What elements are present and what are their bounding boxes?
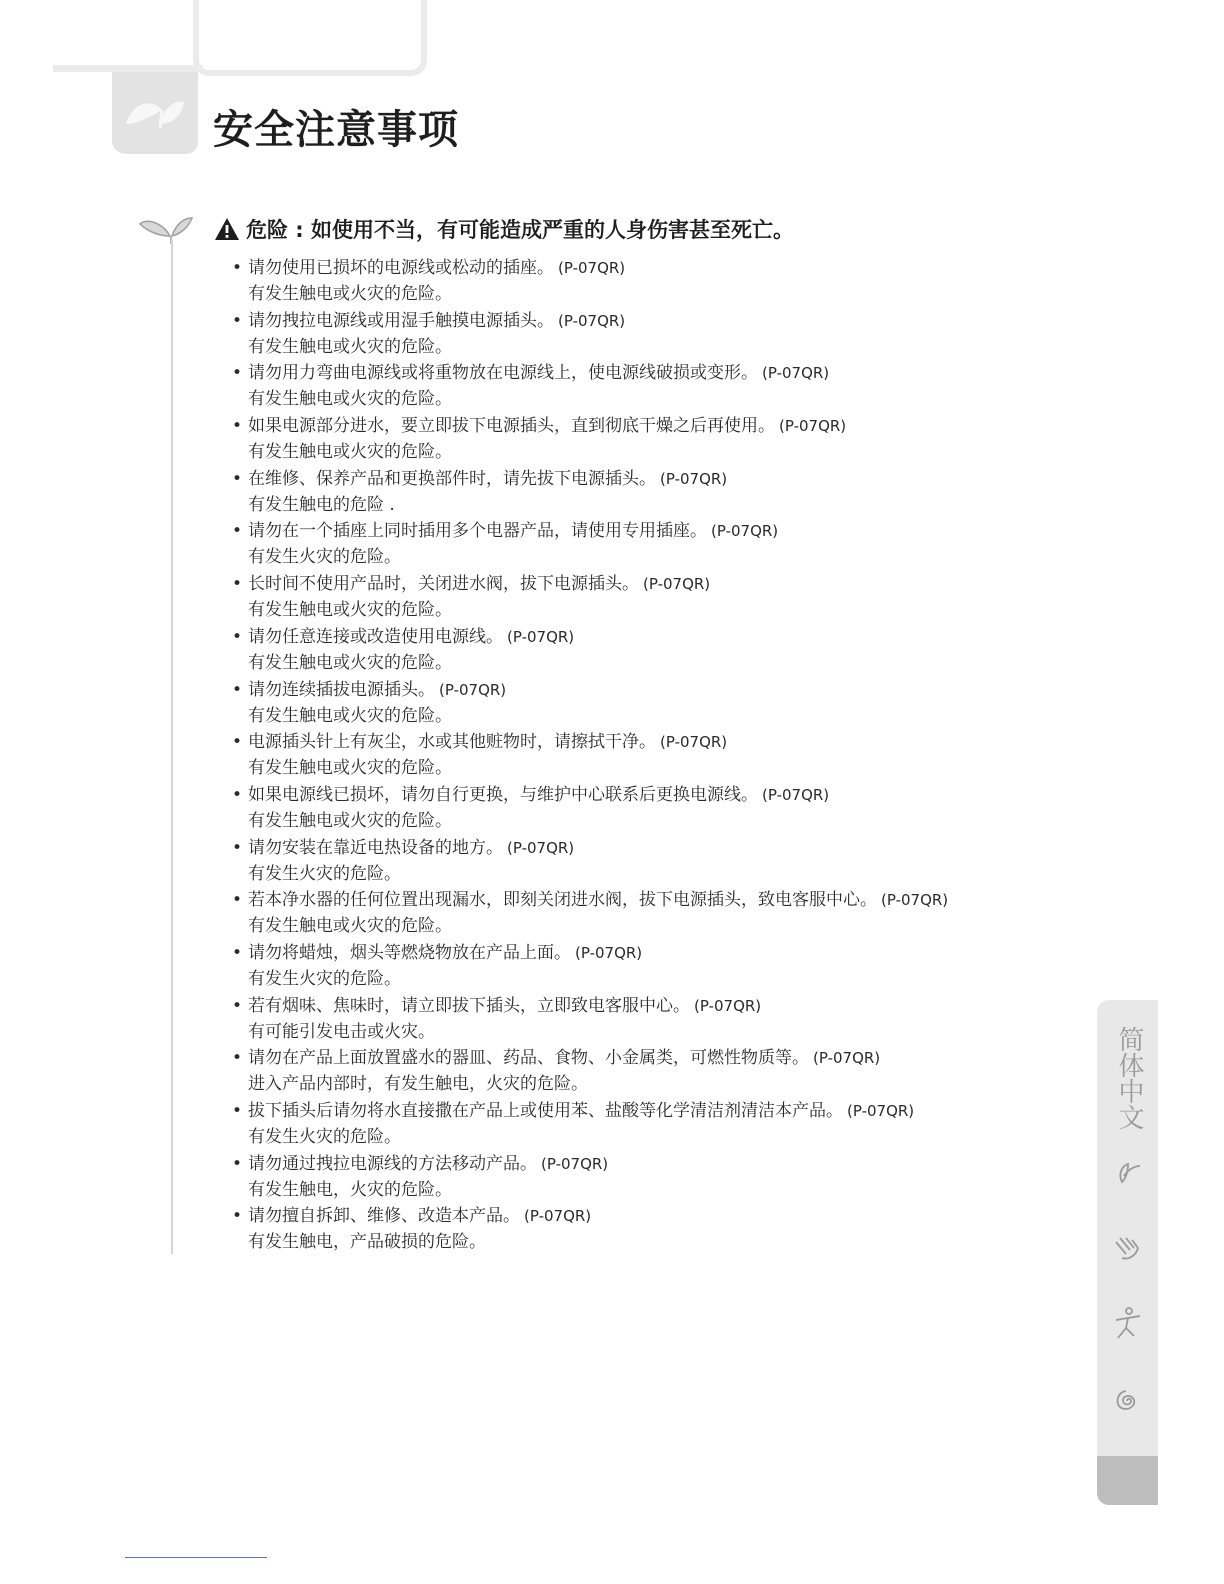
item-text: 请勿安装在靠近电热设备的地方。 [248, 837, 503, 858]
item-code: (P-07QR) [575, 943, 643, 962]
language-label: 简体中文 [1114, 1026, 1144, 1130]
item-text: 请勿任意连接或改造使用电源线。 [248, 626, 503, 647]
item-code: (P-07QR) [813, 1049, 881, 1068]
list-item [232, 993, 948, 1046]
item-text: 请勿用力弯曲电源线或将重物放在电源线上，使电源线破损或变形。 [248, 363, 758, 384]
list-item [232, 677, 948, 730]
title-icon-box [112, 72, 198, 154]
item-code: (P-07QR) [439, 680, 507, 699]
figure-icon [1112, 1306, 1142, 1340]
leaf-icon [122, 94, 188, 134]
list-item [232, 1151, 948, 1204]
item-consequence: 有发生触电或火灾的危险。 [248, 336, 452, 357]
item-code: (P-07QR) [558, 259, 626, 277]
list-item [232, 308, 948, 361]
warning-icon [214, 217, 240, 241]
item-consequence: 有发生触电或火灾的危险。 [248, 442, 452, 463]
item-code: (P-07QR) [660, 469, 728, 488]
list-item [232, 1203, 948, 1256]
list-item [232, 518, 948, 571]
list-item [232, 835, 948, 888]
list-item [232, 466, 948, 519]
item-consequence: 有发生火灾的危险。 [248, 547, 401, 568]
danger-list [232, 255, 948, 1256]
item-text: 如果电源线已损坏，请勿自行更换，与维护中心联系后更换电源线。 [248, 784, 758, 805]
item-code: (P-07QR) [541, 1154, 609, 1173]
item-text: 若本净水器的任何位置出现漏水，即刻关闭进水阀，拔下电源插头，致电客服中心。 [248, 890, 877, 911]
item-text: 请勿使用已损坏的电源线或松动的插座。 [248, 258, 554, 278]
page-title: 安全注意事项 [213, 107, 459, 153]
list-item [232, 413, 948, 466]
top-decor-line [53, 65, 203, 72]
item-consequence: 有发生触电或火灾的危险。 [248, 284, 452, 304]
item-text: 电源插头针上有灰尘，水或其他赃物时，请擦拭干净。 [248, 732, 656, 753]
list-item [232, 624, 948, 677]
item-consequence: 有发生触电或火灾的危险。 [248, 705, 452, 726]
item-code: (P-07QR) [524, 1207, 592, 1226]
danger-heading-text: 危险 : 如使用不当，有可能造成严重的人身伤害甚至死亡。 [246, 218, 795, 242]
item-code: (P-07QR) [762, 364, 830, 383]
item-code: (P-07QR) [847, 1102, 915, 1120]
item-consequence: 进入产品内部时，有发生触电，火灾的危险。 [248, 1074, 588, 1095]
list-item [232, 1098, 948, 1151]
danger-heading [214, 214, 794, 244]
item-text: 请勿拽拉电源线或用湿手触摸电源插头。 [248, 310, 554, 331]
item-code: (P-07QR) [660, 733, 728, 752]
item-text: 在维修、保养产品和更换部件时，请先拔下电源插头。 [248, 468, 656, 489]
item-code: (P-07QR) [507, 627, 575, 646]
item-consequence: 有发生触电或火灾的危险。 [248, 600, 452, 621]
item-text: 长时间不使用产品时，关闭进水阀，拔下电源插头。 [248, 574, 639, 595]
list-item [232, 360, 948, 413]
item-code: (P-07QR) [643, 575, 711, 594]
item-consequence: 有发生火灾的危险。 [248, 968, 401, 989]
list-item [232, 887, 948, 940]
list-item [232, 940, 948, 993]
item-text: 请勿在一个插座上同时插用多个电器产品，请使用专用插座。 [248, 521, 707, 542]
spiral-icon [1112, 1386, 1142, 1416]
bottom-rule [125, 1557, 267, 1558]
item-text: 请勿将蜡烛，烟头等燃烧物放在产品上面。 [248, 942, 571, 963]
item-consequence: 有发生触电，火灾的危险。 [248, 1179, 452, 1200]
item-code: (P-07QR) [507, 838, 575, 857]
item-text: 如果电源部分进水，要立即拔下电源插头，直到彻底干燥之后再使用。 [248, 416, 775, 437]
item-consequence: 有发生触电或火灾的危险。 [248, 810, 452, 831]
list-item [232, 782, 948, 835]
item-consequence: 有发生触电或火灾的危险。 [248, 916, 452, 937]
hand-icon [1112, 1232, 1142, 1262]
section-divider-line [171, 240, 173, 1254]
item-code: (P-07QR) [694, 996, 762, 1015]
item-text: 请勿擅自拆卸、维修、改造本产品。 [248, 1206, 520, 1227]
item-text: 请勿通过拽拉电源线的方法移动产品。 [248, 1153, 537, 1174]
language-side-tab[interactable] [1097, 1000, 1158, 1505]
item-code: (P-07QR) [558, 311, 626, 330]
item-consequence: 有发生触电的危险 . [248, 494, 395, 515]
item-code: (P-07QR) [881, 891, 949, 910]
item-consequence: 有发生火灾的危险。 [248, 1127, 401, 1147]
side-tab-active-block [1097, 1456, 1158, 1505]
item-consequence: 有发生触电，产品破损的危险。 [248, 1232, 486, 1253]
top-decor-tab [193, 0, 427, 76]
sprout-icon [1112, 1156, 1142, 1186]
item-text: 拔下插头后请勿将水直接撒在产品上或使用苯、盐酸等化学清洁剂清洁本产品。 [248, 1101, 843, 1121]
list-item [232, 1045, 948, 1098]
list-item [232, 255, 948, 308]
item-consequence: 有可能引发电击或火灾。 [248, 1021, 435, 1042]
list-item [232, 571, 948, 624]
item-text: 若有烟味、焦味时，请立即拔下插头，立即致电客服中心。 [248, 995, 690, 1016]
item-code: (P-07QR) [762, 785, 830, 804]
item-text: 请勿在产品上面放置盛水的器皿、药品、食物、小金属类，可燃性物质等。 [248, 1048, 809, 1069]
item-consequence: 有发生触电或火灾的危险。 [248, 652, 452, 673]
list-item [232, 729, 948, 782]
item-consequence: 有发生触电或火灾的危险。 [248, 389, 452, 410]
item-code: (P-07QR) [711, 522, 779, 541]
item-consequence: 有发生触电或火灾的危险。 [248, 758, 452, 779]
item-code: (P-07QR) [779, 417, 847, 436]
sprout-icon [138, 212, 194, 244]
item-consequence: 有发生火灾的危险。 [248, 863, 401, 884]
item-text: 请勿连续插拔电源插头。 [248, 679, 435, 700]
